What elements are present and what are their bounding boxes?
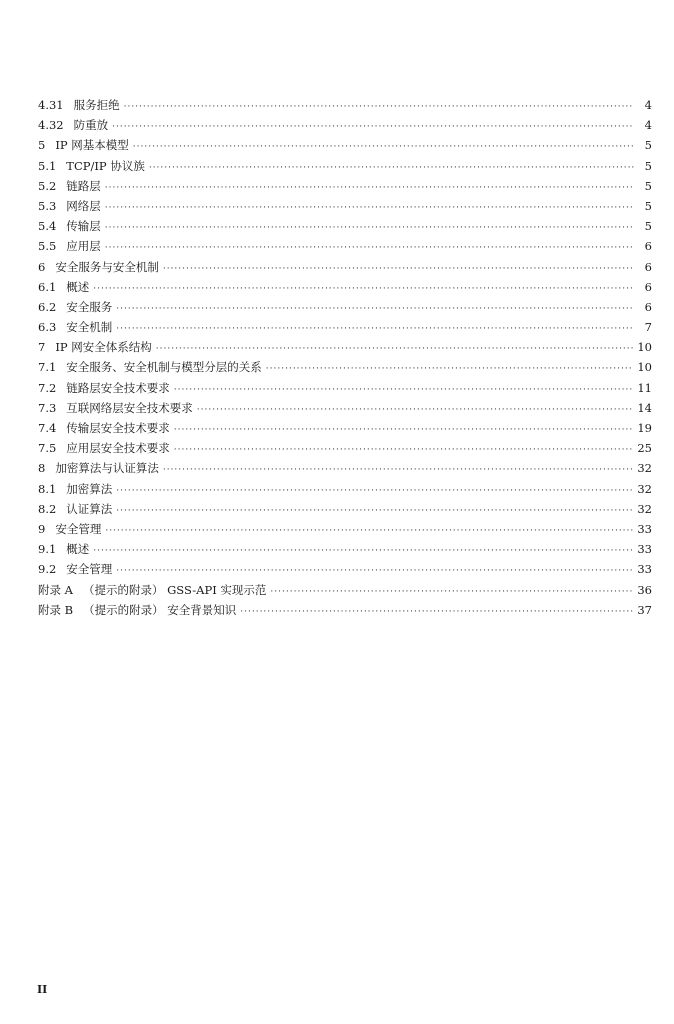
toc-entry-title: 网络层 [66, 198, 101, 213]
toc-dot-leader [266, 359, 634, 379]
toc-entry-number: 9 [38, 521, 46, 536]
toc-entry-number: 7.1 [38, 360, 57, 375]
toc-entry-title: 安全服务与安全机制 [55, 259, 159, 274]
toc-entry [38, 499, 652, 519]
toc-entry [38, 156, 652, 176]
toc-entry [38, 297, 652, 317]
toc-entry-page: 36 [637, 582, 652, 597]
toc-entry-number: 8 [38, 461, 46, 476]
toc-entry-title: 链路层 [66, 178, 101, 193]
toc-entry [38, 95, 652, 115]
toc-entry [38, 236, 652, 256]
toc-dot-leader [270, 582, 633, 602]
toc-dot-leader [174, 440, 634, 460]
toc-entry [38, 458, 652, 478]
toc-entry [38, 176, 652, 196]
toc-dot-leader [149, 158, 634, 178]
toc-entry [38, 580, 652, 600]
toc-entry-title: 认证算法 [66, 501, 113, 516]
toc-entry-number: 7.2 [38, 380, 57, 395]
toc-entry [38, 438, 652, 458]
toc-entry [38, 539, 652, 559]
toc-entry [38, 479, 652, 499]
toc-entry-title: 应用层 [66, 239, 101, 254]
toc-dot-leader [105, 178, 634, 198]
toc-entry-page: 6 [644, 239, 652, 254]
toc-entry-number: 5.3 [38, 198, 57, 213]
toc-dot-leader [116, 561, 633, 581]
toc-dot-leader [116, 501, 633, 521]
toc-entry-number: 4.32 [38, 118, 64, 133]
toc-entry [38, 196, 652, 216]
toc-entry-title: 安全机制 [66, 320, 113, 335]
toc-dot-leader [197, 400, 634, 420]
toc-entry [38, 418, 652, 438]
toc-entry-page: 33 [637, 562, 652, 577]
toc-dot-leader [116, 319, 634, 339]
toc-entry-page: 5 [644, 158, 652, 173]
toc-entry [38, 115, 652, 135]
toc-dot-leader [124, 97, 634, 117]
toc-entry-page: 6 [644, 259, 652, 274]
toc-dot-leader [156, 339, 634, 359]
toc-entry-page: 5 [644, 198, 652, 213]
toc-entry-title: 链路层安全技术要求 [66, 380, 170, 395]
toc-entry [38, 317, 652, 337]
toc-dot-leader [116, 299, 634, 319]
toc-entry-title: IP 网基本模型 [55, 138, 129, 153]
toc-entry-number: 9.1 [38, 542, 57, 557]
toc-entry-number: 7 [38, 340, 46, 355]
toc-entry-title: TCP/IP 协议族 [66, 158, 145, 173]
toc-entry [38, 519, 652, 539]
toc-entry-title: 互联网络层安全技术要求 [66, 400, 193, 415]
toc-entry-number: 9.2 [38, 562, 57, 577]
toc-entry-number: 8.2 [38, 501, 57, 516]
toc-entry-number: 附录 B [38, 602, 74, 617]
toc-entry-title: 服务拒绝 [73, 98, 120, 112]
toc-entry [38, 398, 652, 418]
toc-entry-page: 32 [637, 481, 652, 496]
toc-entry-page: 32 [637, 501, 652, 516]
toc-entry [38, 357, 652, 377]
toc-entry-page: 19 [637, 421, 652, 435]
toc-entry-title: 概述 [66, 542, 90, 557]
toc-entry-number: 6.1 [38, 279, 57, 294]
toc-entry [38, 337, 652, 357]
toc-dot-leader [163, 259, 634, 279]
toc-entry-title: （提示的附录） GSS-API 实现示范 [82, 582, 267, 597]
toc-entry-number: 附录 A [38, 582, 73, 597]
toc-entry-title: 安全服务 [66, 299, 113, 314]
toc-dot-leader [105, 521, 633, 541]
toc-entry-page: 5 [644, 138, 652, 153]
toc-entry-number: 7.5 [38, 441, 57, 456]
toc-entry-number: 5.1 [38, 158, 57, 173]
toc-dot-leader [163, 460, 634, 480]
toc-dot-leader [174, 380, 634, 400]
toc-entry-title: （提示的附录） 安全背景知识 [83, 602, 237, 617]
toc-entry-title: 防重放 [73, 118, 109, 133]
toc-entry-page: 5 [644, 178, 652, 193]
toc-dot-leader [240, 602, 633, 622]
toc-entry-page: 32 [637, 461, 652, 476]
toc-entry [38, 277, 652, 297]
toc-entry-number: 6.3 [38, 320, 57, 335]
toc-entry-page: 33 [637, 542, 652, 557]
toc-entry [38, 257, 652, 277]
toc-entry-page: 4 [644, 118, 652, 133]
toc-entry-title: 概述 [66, 279, 90, 294]
toc-entry [38, 378, 652, 398]
toc-entry-number: 6.2 [38, 299, 57, 314]
toc-dot-leader [116, 481, 633, 501]
toc-dot-leader [93, 279, 634, 299]
toc-entry-page: 5 [644, 219, 652, 234]
toc-dot-leader [105, 218, 634, 238]
toc-entry-title: 安全管理 [66, 562, 113, 577]
toc-entry-number: 8.1 [38, 481, 57, 496]
toc-dot-leader [174, 420, 634, 440]
toc-entry [38, 559, 652, 579]
toc-entry-title: IP 网安全体系结构 [55, 340, 152, 355]
toc-entry-title: 安全管理 [55, 521, 102, 536]
toc-dot-leader [93, 541, 633, 561]
toc-entry-page: 33 [637, 521, 652, 536]
toc-entry-number: 5 [38, 138, 46, 153]
toc-entry-number: 5.2 [38, 178, 57, 193]
toc-entry-page: 10 [637, 360, 652, 375]
toc-entry-title: 应用层安全技术要求 [66, 441, 170, 456]
toc-dot-leader [133, 137, 634, 157]
toc-entry-page: 7 [644, 320, 652, 335]
toc-entry-page: 6 [644, 299, 652, 314]
toc-entry-number: 7.4 [38, 421, 57, 435]
toc-dot-leader [105, 238, 634, 258]
table-of-contents [38, 95, 652, 620]
toc-entry-title: 加密算法 [66, 481, 113, 496]
toc-entry-page: 10 [637, 340, 652, 355]
toc-entry-page: 14 [637, 400, 652, 415]
toc-entry-title: 传输层 [66, 219, 101, 234]
toc-entry-page: 4 [644, 98, 652, 112]
toc-entry-page: 6 [644, 279, 652, 294]
toc-entry-title: 加密算法与认证算法 [55, 461, 159, 476]
toc-entry-number: 4.31 [38, 98, 64, 112]
toc-entry-number: 5.5 [38, 239, 57, 254]
toc-entry-title: 安全服务、安全机制与模型分层的关系 [66, 360, 262, 375]
toc-entry [38, 216, 652, 236]
toc-entry-number: 5.4 [38, 219, 57, 234]
toc-entry [38, 600, 652, 620]
toc-entry-number: 6 [38, 259, 46, 274]
toc-entry-title: 传输层安全技术要求 [66, 421, 170, 435]
page-number: II [37, 983, 48, 996]
toc-entry-page: 11 [637, 380, 652, 395]
toc-entry-number: 7.3 [38, 400, 57, 415]
toc-dot-leader [112, 117, 634, 137]
toc-entry-page: 25 [637, 441, 652, 456]
toc-entry-page: 37 [637, 602, 652, 617]
toc-entry [38, 135, 652, 155]
toc-dot-leader [105, 198, 634, 218]
